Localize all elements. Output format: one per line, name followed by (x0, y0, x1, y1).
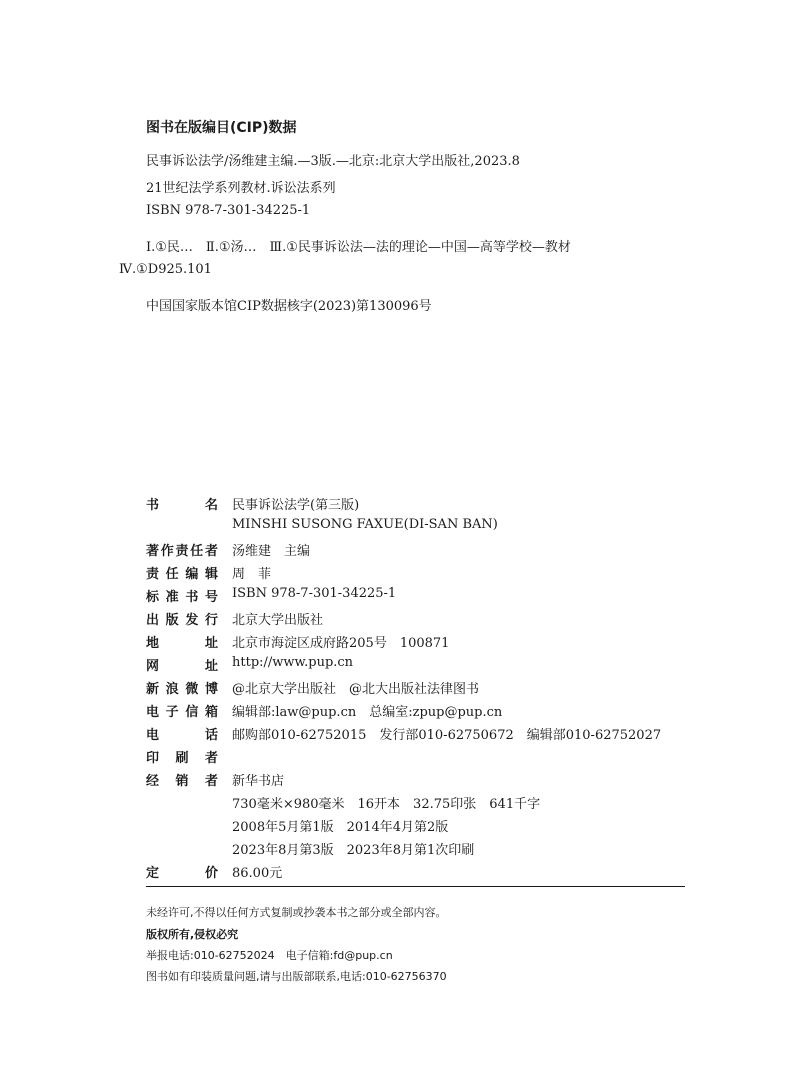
info-value-spec-printing: 2023年8月第3版 2023年8月第1次印刷 (232, 843, 475, 858)
info-value-spec-format: 730毫米×980毫米 16开本 32.75印张 641千字 (232, 797, 541, 812)
info-value-weibo: @北京大学出版社 @北大出版社法律图书 (232, 682, 480, 697)
cip-line-series: 21世纪法学系列教材.诉讼法系列 (146, 181, 336, 196)
info-label-phone: 电话 (146, 728, 218, 743)
footer-report-contact: 举报电话:010-62752024 电子信箱:fd@pup.cn (146, 949, 393, 962)
footer-copyright-notice: 未经许可,不得以任何方式复制或抄袭本书之部分或全部内容。 (146, 906, 447, 919)
cip-line-classification-code: Ⅳ.①D925.101 (119, 262, 212, 277)
cip-line-classification: Ⅰ.①民… Ⅱ.①汤… Ⅲ.①民事诉讼法—法的理论—中国—高等学校—教材 (146, 240, 571, 255)
info-label-website: 网址 (146, 659, 218, 674)
info-label-author: 著作责任者 (146, 544, 218, 559)
info-value-book-name-pinyin: MINSHI SUSONG FAXUE(DI-SAN BAN) (232, 517, 498, 532)
info-label-distributor: 经销者 (146, 774, 218, 789)
cip-line-title: 民事诉讼法学/汤维建主编.—3版.—北京:北京大学出版社,2023.8 (146, 154, 520, 169)
info-value-website: http://www.pup.cn (232, 655, 354, 670)
cip-line-record-number: 中国国家版本馆CIP数据核字(2023)第130096号 (146, 299, 432, 314)
info-label-printer: 印刷者 (146, 751, 218, 766)
info-value-phone: 邮购部010-62752015 发行部010-62750672 编辑部010-62752027 (232, 728, 662, 743)
info-value-email: 编辑部:law@pup.cn 总编室:zpup@pup.cn (232, 705, 503, 720)
footer-rights-reserved: 版权所有,侵权必究 (146, 928, 239, 941)
info-label-editor: 责任编辑 (146, 567, 218, 582)
info-value-author: 汤维建 主编 (232, 544, 311, 559)
info-value-isbn: ISBN 978-7-301-34225-1 (232, 586, 397, 601)
info-label-address: 地址 (146, 636, 218, 651)
info-label-email: 电子信箱 (146, 705, 218, 720)
info-value-price: 86.00元 (232, 866, 283, 881)
info-value-distributor: 新华书店 (232, 774, 285, 789)
info-label-book-name: 书名 (146, 498, 218, 513)
info-value-book-name: 民事诉讼法学(第三版) (232, 498, 360, 513)
info-label-price: 定价 (146, 866, 218, 881)
info-label-publisher: 出版发行 (146, 613, 218, 628)
info-label-weibo: 新浪微博 (146, 682, 218, 697)
info-value-address: 北京市海淀区成府路205号 100871 (232, 636, 450, 651)
divider-rule (146, 886, 685, 887)
footer-quality-contact: 图书如有印装质量问题,请与出版部联系,电话:010-62756370 (146, 970, 447, 983)
info-value-spec-editions: 2008年5月第1版 2014年4月第2版 (232, 820, 449, 835)
cip-title: 图书在版编目(CIP)数据 (146, 120, 297, 136)
info-value-editor: 周 菲 (232, 567, 272, 582)
cip-line-isbn: ISBN 978-7-301-34225-1 (146, 203, 311, 218)
info-label-isbn: 标准书号 (146, 590, 218, 605)
info-value-publisher: 北京大学出版社 (232, 613, 324, 628)
